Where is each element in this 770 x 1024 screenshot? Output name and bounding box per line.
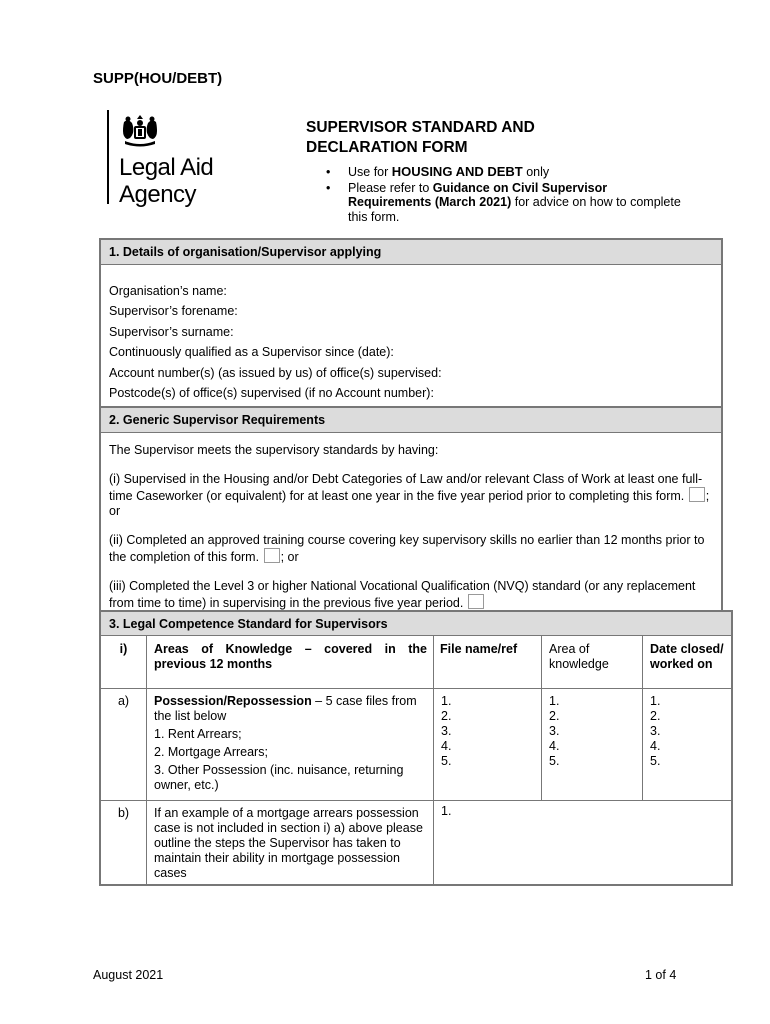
requirement-text: (iii) Completed the Level 3 or higher National Vocational Qualification (NVQ) standard (or any replacement from time to time) in supervising in the previous five year period. — [109, 579, 696, 610]
supervisor-surname-field[interactable]: Supervisor’s surname: — [109, 324, 234, 339]
row-a-label: a) — [117, 694, 130, 708]
requirements-intro: The Supervisor meets the supervisory standards by having: — [109, 443, 439, 457]
row-b-label: b) — [117, 806, 130, 820]
requirement-option-3 — [109, 579, 713, 611]
bullet-text: Use for — [348, 165, 392, 179]
form-title-line1: SUPERVISOR STANDARD AND — [306, 119, 535, 136]
requirement-text: (i) Supervised in the Housing and/or Debt Categories of Law and/or relevant Class of Work at least one full-time Caseworker (or equivalent) for at least one year in the five year period prior to completing this form. — [109, 472, 703, 503]
table-divider — [146, 636, 147, 884]
qualified-since-field[interactable]: Continuously qualified as a Supervisor since (date): — [109, 345, 394, 360]
table-divider — [433, 636, 434, 884]
area-entry[interactable]: 1. — [549, 694, 560, 708]
requirement-text: ; or — [280, 550, 299, 564]
file-ref-entry[interactable]: 3. — [441, 724, 452, 738]
area-of-knowledge-list[interactable] — [549, 694, 639, 769]
row-a-description — [154, 694, 429, 793]
row-a-title-bold: Possession/Repossession — [154, 694, 312, 708]
section-heading: 3. Legal Competence Standard for Supervisors — [101, 612, 731, 636]
logo-divider — [107, 110, 109, 204]
bullet-bold-text: HOUSING AND DEBT — [391, 164, 523, 179]
date-closed-list[interactable] — [650, 694, 730, 769]
area-entry[interactable]: 3. — [549, 724, 560, 738]
possession-type-item: 2. Mortgage Arrears; — [154, 745, 268, 759]
bullet-text: for advice on how to complete this form. — [348, 195, 681, 224]
col-header-file: File name/ref — [440, 642, 518, 656]
guidance-link-text: Guidance on Civil Supervisor Requirements (March 2021) — [348, 180, 608, 209]
logo-line1: Legal Aid — [119, 154, 214, 181]
date-entry[interactable]: 3. — [650, 724, 661, 738]
instruction-bullets — [326, 165, 686, 225]
option-2-checkbox[interactable] — [264, 548, 280, 563]
area-entry[interactable]: 2. — [549, 709, 560, 723]
possession-type-item: 1. Rent Arrears; — [154, 727, 242, 741]
col-header-index: i) — [119, 642, 128, 656]
section-legal-competence — [99, 610, 733, 886]
organisation-name-field[interactable]: Organisation’s name: — [109, 284, 227, 298]
option-3-checkbox[interactable] — [468, 594, 484, 609]
date-entry[interactable]: 1. — [650, 694, 661, 708]
row-b-entry[interactable]: 1. — [441, 804, 452, 818]
option-1-checkbox[interactable] — [689, 487, 705, 502]
date-entry[interactable]: 4. — [650, 739, 661, 753]
bullet-item — [326, 165, 686, 180]
footer-date: August 2021 — [93, 968, 164, 982]
section-heading: 2. Generic Supervisor Requirements — [101, 408, 721, 433]
section-generic-requirements — [99, 406, 723, 612]
logo-wordmark — [119, 154, 213, 208]
possession-type-item: 3. Other Possession (inc. nuisance, returning owner, etc.) — [154, 763, 404, 792]
section-organisation-details — [99, 238, 723, 408]
table-divider — [101, 688, 731, 689]
section-heading: 1. Details of organisation/Supervisor applying — [101, 240, 721, 265]
account-number-field[interactable]: Account number(s) (as issued by us) of office(s) supervised: — [109, 365, 442, 380]
file-ref-entry[interactable]: 4. — [441, 739, 452, 753]
bullet-text: Please refer to — [348, 180, 433, 195]
file-ref-entry[interactable]: 1. — [441, 694, 452, 708]
bullet-item — [326, 181, 686, 225]
form-title-line2: DECLARATION FORM — [306, 139, 468, 156]
col-header-area: Area of knowledge — [549, 642, 609, 671]
date-entry[interactable]: 2. — [650, 709, 661, 723]
table-divider — [101, 800, 731, 801]
table-divider — [642, 636, 643, 800]
requirement-text: (ii) Completed an approved training course covering key supervisory skills no earlier than 12 months prior to the completion of this form. — [109, 533, 705, 564]
file-ref-list[interactable] — [441, 694, 539, 769]
row-a-title — [154, 694, 429, 724]
col-header-date: Date closed/ worked on — [650, 642, 724, 671]
supervisor-forename-field[interactable]: Supervisor’s forename: — [109, 304, 238, 319]
col-header-areas: Areas of Knowledge – covered in the previous 12 months — [154, 642, 427, 671]
logo-line2: Agency — [119, 181, 197, 208]
postcode-field[interactable]: Postcode(s) of office(s) supervised (if no Account number): — [109, 386, 434, 401]
requirement-text: ; or — [109, 489, 710, 518]
row-b-description: If an example of a mortgage arrears possession case is not included in section i) a) above please outline the steps the Supervisor has taken to maintain their ability in mortgage possession cases — [154, 806, 423, 880]
area-entry[interactable]: 4. — [549, 739, 560, 753]
file-ref-entry[interactable]: 5. — [441, 754, 452, 768]
table-divider — [541, 636, 542, 800]
file-ref-entry[interactable]: 2. — [441, 709, 452, 723]
area-entry[interactable]: 5. — [549, 754, 560, 768]
date-entry[interactable]: 5. — [650, 754, 661, 768]
document-code: SUPP(HOU/DEBT) — [93, 70, 223, 87]
legal-aid-agency-logo — [107, 110, 237, 210]
requirement-option-2 — [109, 533, 713, 565]
bullet-dot-icon: • — [326, 180, 331, 195]
row-a-title-rest: – 5 case files from the list below — [154, 694, 417, 723]
bullet-text: only — [522, 165, 550, 179]
page-number: 1 of 4 — [645, 968, 677, 982]
bullet-dot-icon: • — [326, 165, 331, 179]
requirement-option-1 — [109, 472, 713, 519]
royal-crest-icon — [119, 112, 161, 148]
form-title — [306, 118, 535, 158]
